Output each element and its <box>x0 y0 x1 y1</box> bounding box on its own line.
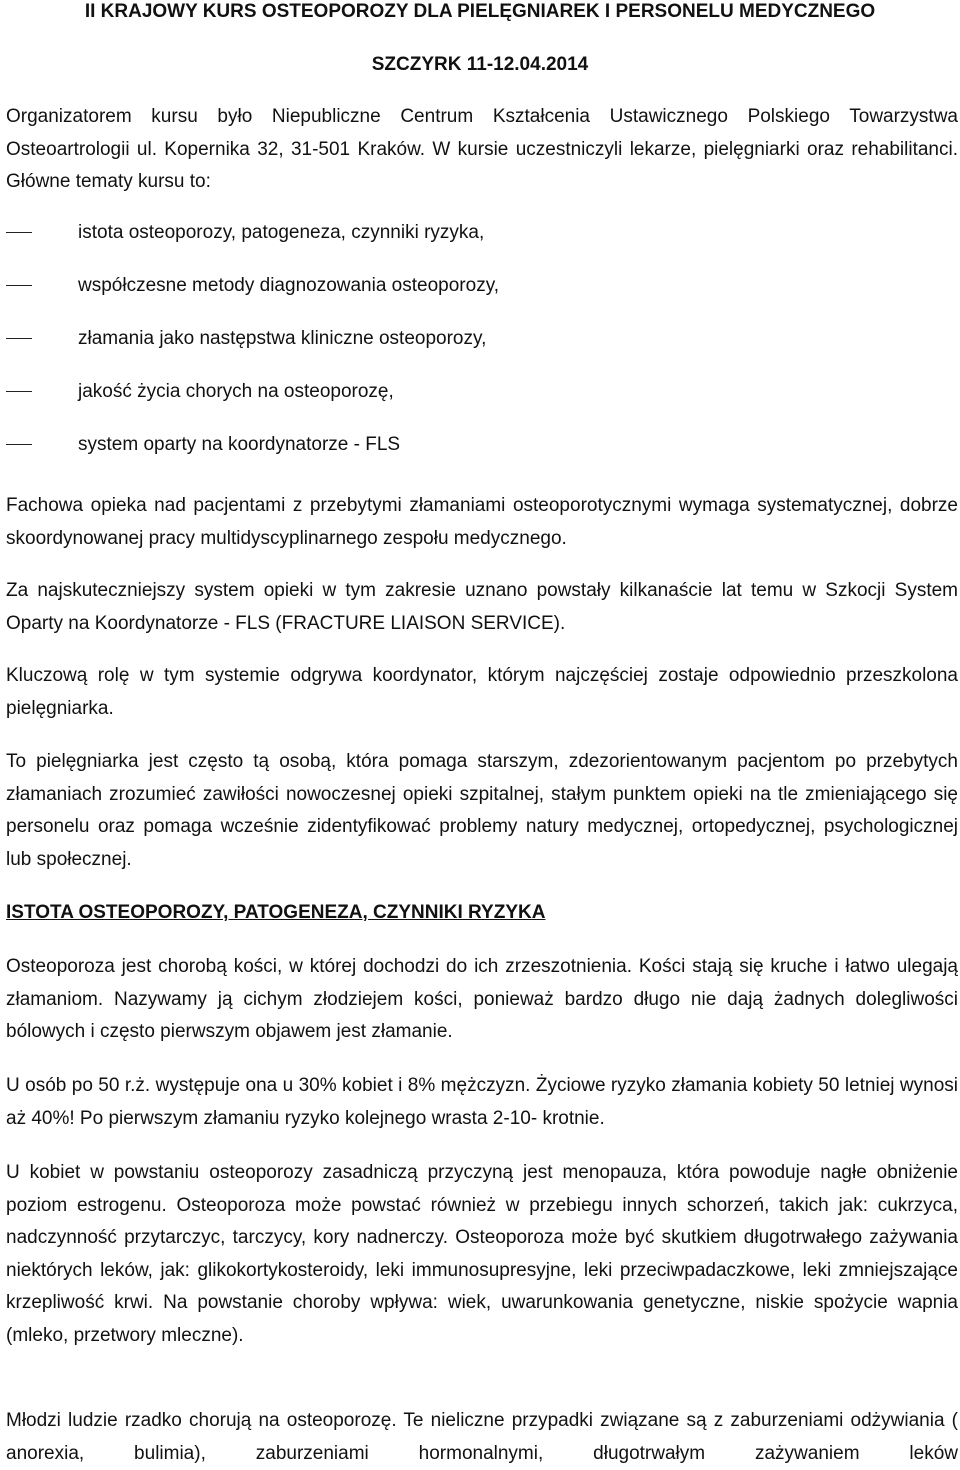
list-item: współczesne metody diagnozowania osteoporozy, <box>6 271 906 324</box>
paragraph-coordinator: Kluczową rolę w tym systemie odgrywa koordynator, którym najczęściej zostaje odpowiednio przeszkolona pielęgniarka. <box>6 665 958 719</box>
paragraph-statistics: U osób po 50 r.ż. występuje ona u 30% kobiet i 8% mężczyzn. Życiowe ryzyko złamania kobiety 50 letniej wynosi aż 40%! Po pierwszym złamaniu ryzyko kolejnego wrasta 2-10- krotnie. <box>6 1075 958 1129</box>
dash-bullet-icon <box>6 338 32 339</box>
list-item: złamania jako następstwa kliniczne osteoporozy, <box>6 324 906 377</box>
paragraph-fls-care: Fachowa opieka nad pacjentami z przebytymi złamaniami osteoporotycznymi wymaga systematycznej, dobrze skoordynowanej pracy multidyscyplinarnego zespołu medycznego. <box>6 495 958 549</box>
intro-paragraph: Organizatorem kursu było Niepubliczne Centrum Kształcenia Ustawicznego Polskiego Towarzystwa Osteoartrologii ul. Kopernika 32, 31-501 Kraków. W kursie uczestniczyli lekarze, pielęgniarki oraz rehabilitanci. Główne tematy kursu to: <box>6 106 958 192</box>
list-item: system oparty na koordynatorze - FLS <box>6 430 906 483</box>
dash-bullet-icon <box>6 232 32 233</box>
section-heading: ISTOTA OSTEOPOROZY, PATOGENEZA, CZYNNIKI RYZYKA <box>6 902 546 923</box>
document-subtitle: SZCZYRK 11-12.04.2014 <box>371 54 589 75</box>
list-item: jakość życia chorych na osteoporozę, <box>6 377 906 430</box>
paragraph-fls-system: Za najskuteczniejszy system opieki w tym zakresie uznano powstały kilkanaście lat temu w Szkocji System Oparty na Koordynatorze - FLS (FRACTURE LIAISON SERVICE). <box>6 580 958 634</box>
paragraph-nurse-role: To pielęgniarka jest często tą osobą, która pomaga starszym, zdezorientowanym pacjentom po przebytych złamaniach zrozumieć zawiłości nowoczesnej opieki szpitalnej, stałym punktem opieki na tle zmieniającego się personelu oraz pomaga wcześnie zidentyfikować problemy natury medycznej, ortopedycznej, psychologicznej lub społecznej. <box>6 751 958 870</box>
topics-list <box>6 218 906 483</box>
paragraph-causes: U kobiet w powstaniu osteoporozy zasadniczą przyczyną jest menopauza, która powoduje nagłe obniżenie poziom estrogenu. Osteoporoza może powstać również w przebiegu innych schorzeń, takich jak: cukrzyca, nadczynność przytarczyc, tarczycy, kory nadnerczy. Osteoporoza może być skutkiem długotrwałego zażywania niektórych leków, jak: glikokortykosteroidy, leki immunosupresyjne, leki przeciwpadaczkowe, leki zmniejszające krzepliwość krwi. Na powstanie choroby wpływa: wiek, uwarunkowania genetyczne, niskie spożycie wapnia (mleko, przetwory mleczne). <box>6 1162 958 1346</box>
paragraph-osteoporosis-definition: Osteoporoza jest chorobą kości, w której dochodzi do ich zrzeszotnienia. Kości stają się kruche i łatwo ulegają złamaniom. Nazywamy ją cichym złodziejem kości, ponieważ bardzo długo nie dają żadnych dolegliwości bólowych i często pierwszym objawem jest złamanie. <box>6 956 958 1042</box>
list-item: istota osteoporozy, patogeneza, czynniki ryzyka, <box>6 218 906 271</box>
dash-bullet-icon <box>6 285 32 286</box>
dash-bullet-icon <box>6 391 32 392</box>
dash-bullet-icon <box>6 444 32 445</box>
paragraph-young-people: Młodzi ludzie rzadko chorują na osteoporozę. Te nieliczne przypadki związane są z zaburzeniami odżywiania ( anorexia, bulimia), zaburzeniami hormonalnymi, długotrwałym zażywaniem leków <box>6 1410 958 1464</box>
document-title: II KRAJOWY KURS OSTEOPOROZY DLA PIELĘGNIAREK I PERSONELU MEDYCZNEGO <box>84 1 876 22</box>
